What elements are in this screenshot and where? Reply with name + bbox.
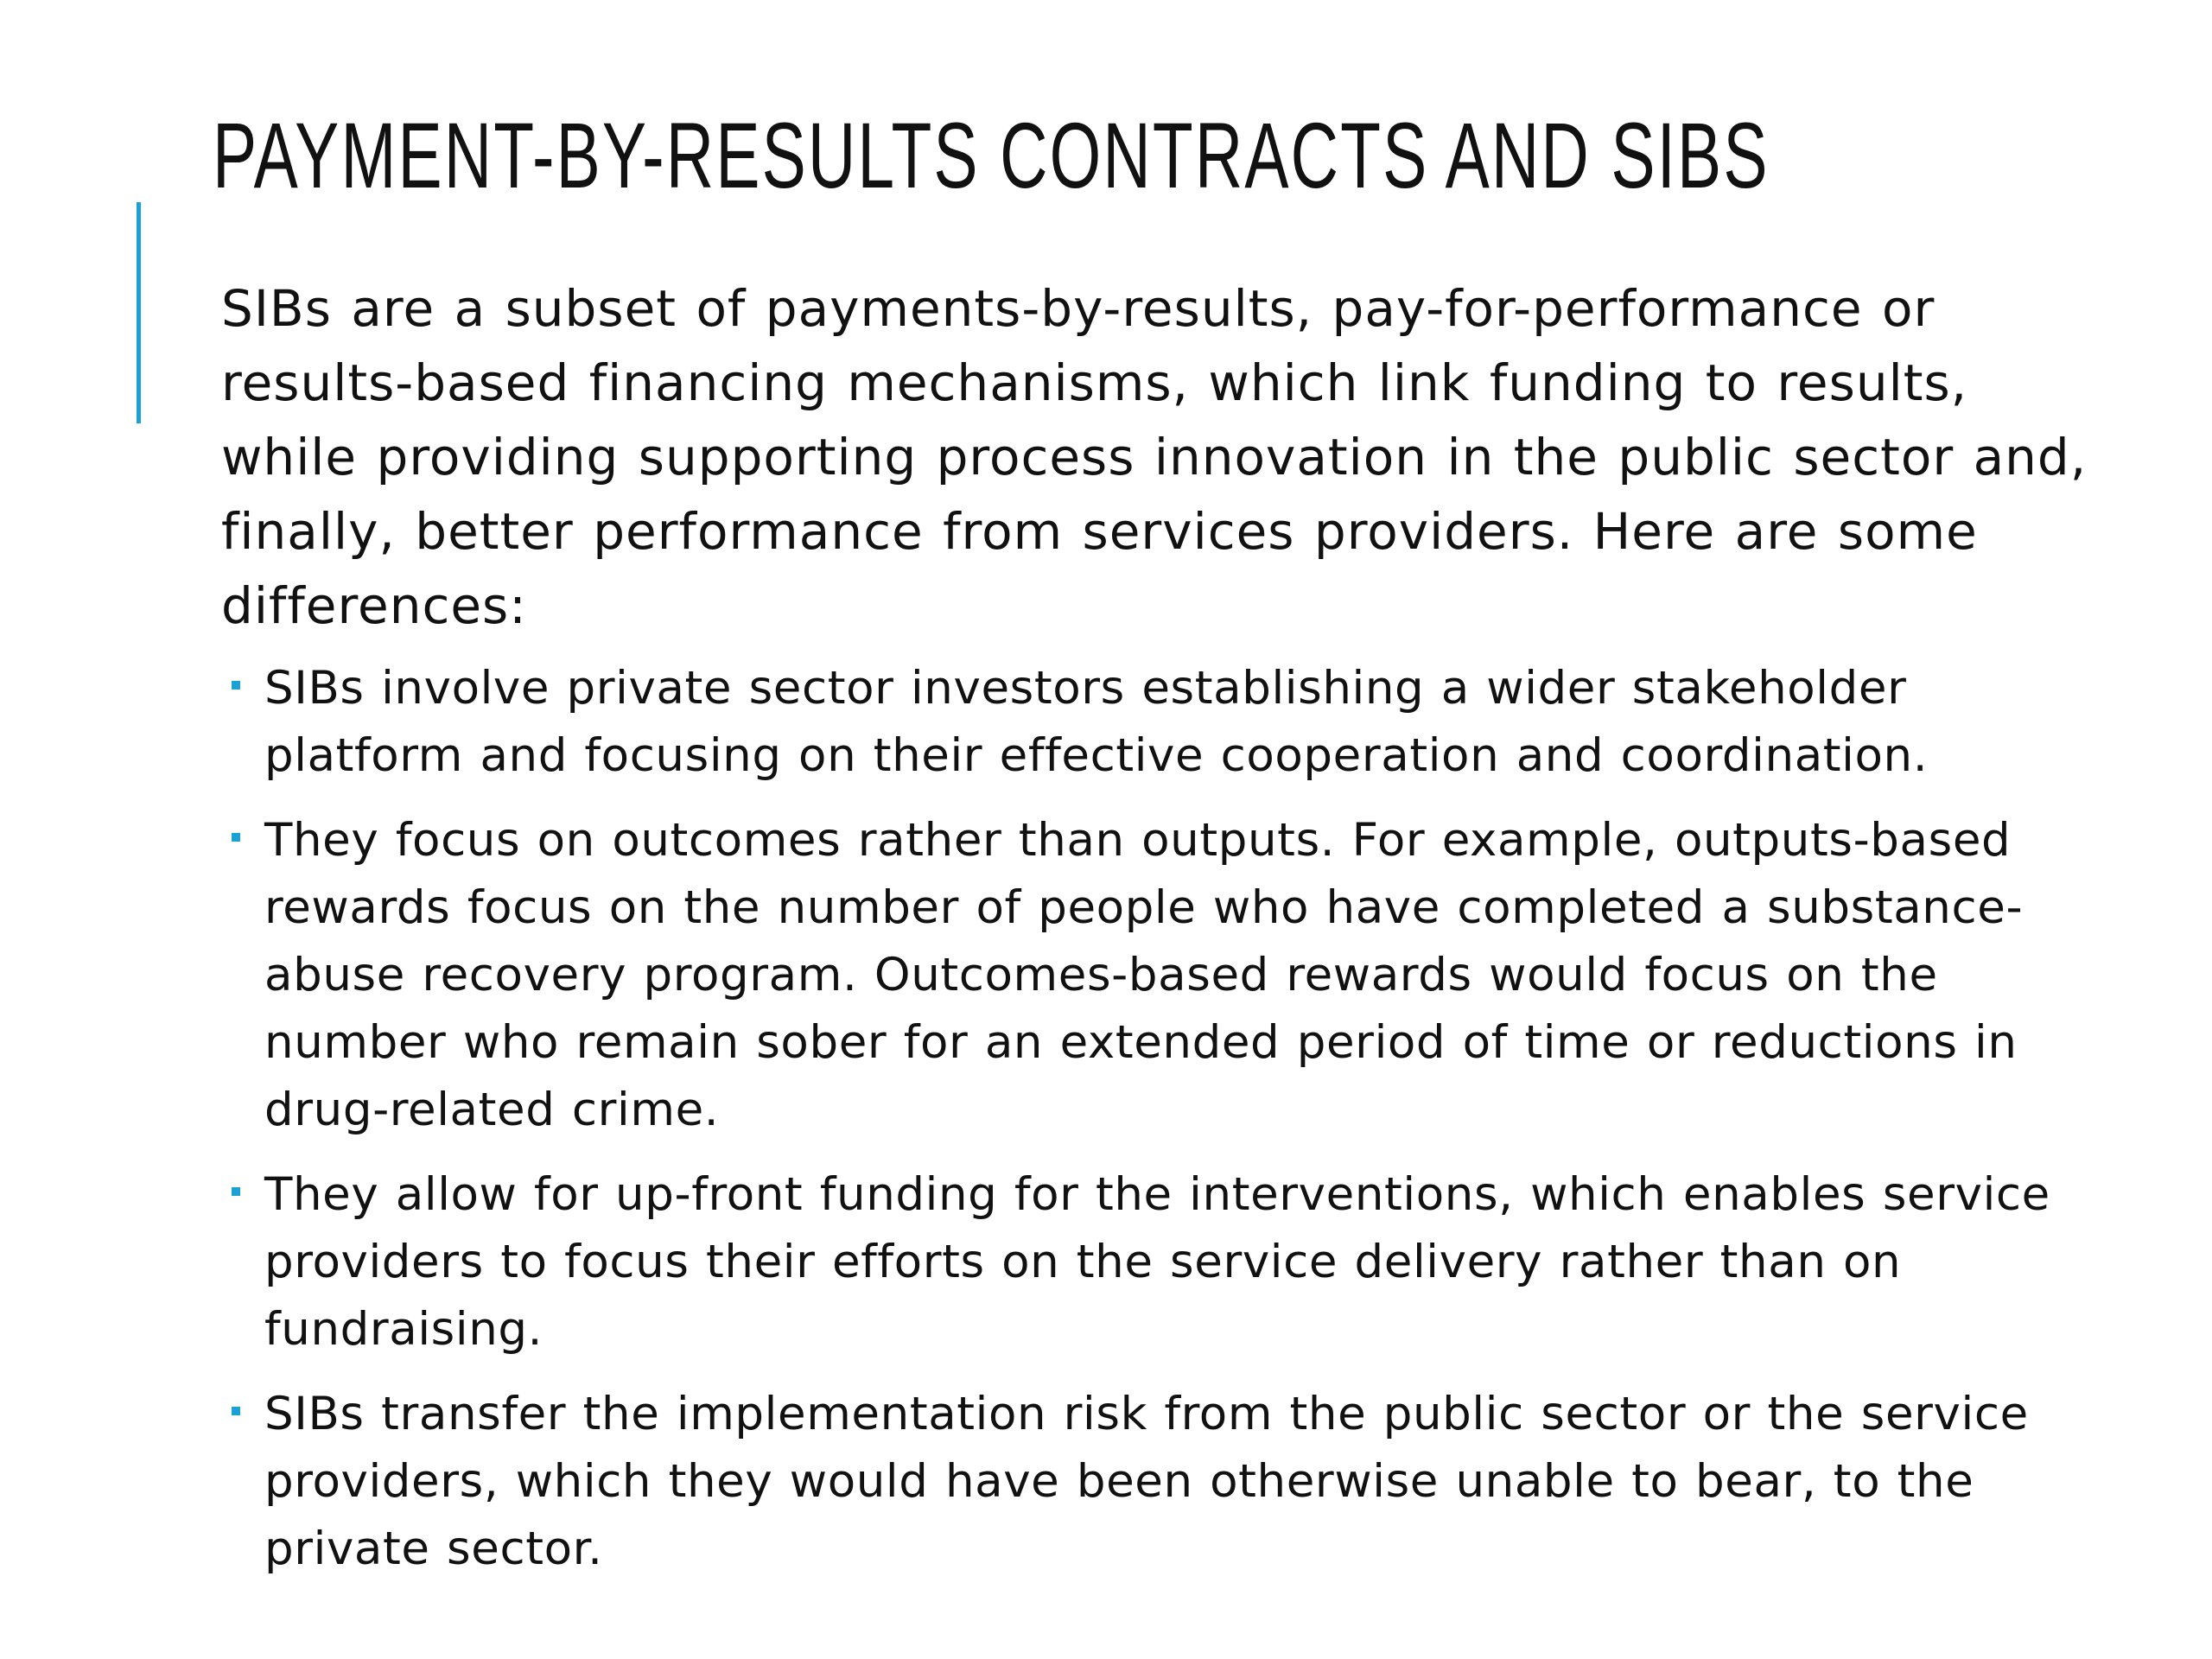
- bullet-square-icon: [232, 1187, 240, 1196]
- bullet-text: SIBs involve private sector investors establishing a wider stakeholder platform and focusing on their effective cooperation and coordination.: [264, 662, 1929, 782]
- bullet-list: [221, 655, 2105, 1583]
- slide-title: PAYMENT-BY-RESULTS CONTRACTS AND SIBS: [213, 103, 1770, 207]
- bullet-square-icon: [232, 1407, 240, 1415]
- bullet-text: They focus on outcomes rather than outputs. For example, outputs-based rewards focus on the number of people who have completed a substance-abuse recovery program. Outcomes-based rewards would focus on the number who remain sober for an extended period of time or reductions in drug-related crime.: [264, 814, 2024, 1136]
- bullet-square-icon: [232, 833, 240, 842]
- slide-content: [221, 271, 2105, 1600]
- intro-paragraph: SIBs are a subset of payments-by-results, pay-for-performance or results-based financing mechanisms, which link funding to results, while providing supporting process innovation in the public sector and, finally, better performance from services providers. Here are some differences:: [221, 279, 2088, 635]
- bullet-text: SIBs transfer the implementation risk from the public sector or the service providers, which they would have been otherwise unable to bear, to the private sector.: [264, 1388, 2029, 1575]
- bullet-item-1: [221, 655, 2105, 790]
- bullet-item-2: [221, 807, 2105, 1144]
- bullet-text: They allow for up-front funding for the interventions, which enables service providers to focus their efforts on the service delivery rather than on fundraising.: [264, 1168, 2050, 1356]
- bullet-item-3: [221, 1161, 2105, 1363]
- bullet-square-icon: [232, 681, 240, 690]
- bullet-item-4: [221, 1381, 2105, 1583]
- accent-bar: [137, 202, 141, 423]
